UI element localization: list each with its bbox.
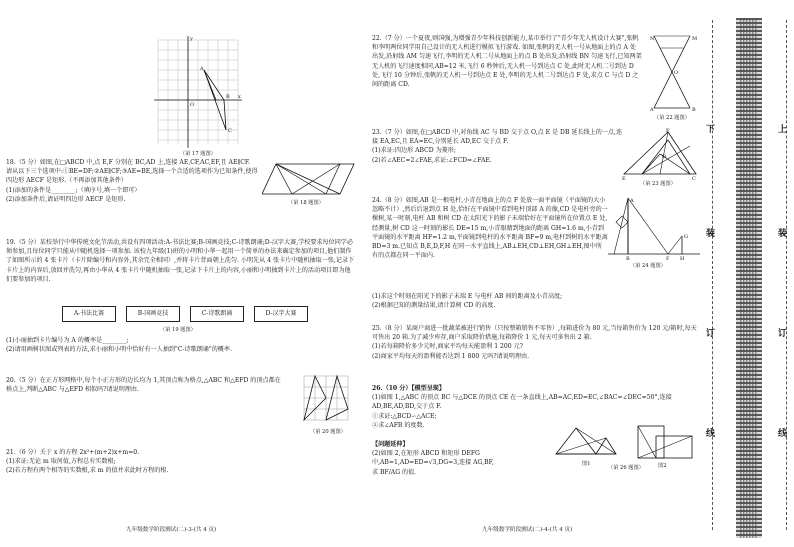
- binding-char-outer-1: 上: [778, 125, 788, 135]
- q19-card-c: C-诗歌朗诵: [190, 306, 244, 322]
- q21-part1: (1)求证:无论 m 取何值,方程总有实数根;: [6, 458, 116, 466]
- q21: [6, 448, 356, 476]
- svg-text:O: O: [674, 70, 679, 76]
- binding-stripe-overlay: [740, 18, 758, 538]
- q26-part1b: ②求∠AFB 的度数.: [372, 421, 425, 429]
- svg-text:C: C: [228, 128, 232, 134]
- q26-figure-1: [552, 424, 622, 458]
- binding-char-inner-3: 订: [706, 329, 716, 339]
- q26-part3: 求 BF/AG 的值.: [372, 468, 417, 476]
- q26-heading2: 【问题延伸】: [372, 441, 409, 448]
- q26-caption: （第 26 题图）: [608, 465, 644, 471]
- q26-figure-2: [634, 422, 696, 462]
- q26-part2: (2)如图 2,在矩形 ABCD 和矩形 DEFG 中,AB=1,AD=ED=√3,DG=3,连接 AG,BF,: [372, 450, 494, 467]
- binding-char-outer-3: 订: [778, 329, 788, 339]
- svg-text:A: A: [650, 107, 654, 112]
- q19-card-a: A-书法比赛: [62, 306, 116, 322]
- q17-caption: （第 17 题图）: [180, 151, 216, 157]
- q23-stem: 23.（7 分）如图,在□ABCD 中,对角线 AC 与 BD 交于点 O,点 E 是 DB 延长线上的一点,连接 EA,EC,且 EA=EC,分别延长 AD,EC 交于点 F.: [372, 129, 623, 146]
- q23-part2: (2)若∠AEC=2∠FAE,求证:∠FCD=∠FAE.: [372, 156, 492, 164]
- svg-text:F: F: [666, 128, 670, 134]
- q20: [6, 376, 282, 394]
- q25: [372, 324, 698, 361]
- q18: [6, 158, 258, 204]
- binding-char-inner-2: 装: [706, 229, 716, 239]
- svg-text:A: A: [630, 198, 634, 204]
- svg-text:x: x: [238, 94, 241, 100]
- binding-char-outer-4: 线: [778, 429, 788, 439]
- svg-text:C: C: [692, 176, 696, 180]
- q24-part2: (2)根据已知的测量结果,请计算树 CD 的高度.: [372, 302, 496, 310]
- q19-card-b: B-国画竞技: [126, 306, 180, 322]
- svg-text:O: O: [662, 154, 667, 160]
- q21-stem: 21.（6 分）关于 x 的方程 2x²+(m+2)x+m=0.: [6, 449, 140, 456]
- q24-caption: （第 24 题图）: [630, 263, 666, 269]
- svg-text:B: B: [626, 256, 630, 260]
- q26-fig1-label: 图1: [582, 461, 591, 467]
- q20-caption: （第 20 题图）: [310, 429, 346, 435]
- q20-stem: 20.（5 分）在正方形网格中,每个小正方形的边长均为 1,其顶点称为格点,△ABC 和△EFD 的顶点都在格点上,判断△ABC 与△EFD 相似吗?请说明理由.: [6, 377, 281, 394]
- svg-text:F: F: [666, 256, 670, 260]
- binding-dash-right: [786, 20, 787, 530]
- svg-text:N: N: [650, 36, 655, 42]
- q23-caption: （第 23 题图）: [640, 181, 676, 187]
- q25-stem: 25.（8 分）某商户商进一批蔬菜被进行销售（只按整箱销售不零售）,每箱进价为 80 元,当每箱售价为 120 元/箱时,每天可售出 20 箱.为了减少库存,商户采取降价措施,每箱降价 1 元,每天可多售出 2 箱.: [372, 325, 697, 342]
- q25-part2: (2)商家平均每天的盈利能否达到 1 800 元吗?请说明理由.: [372, 352, 530, 360]
- svg-text:B: B: [226, 94, 230, 100]
- binding-margin: [704, 0, 794, 547]
- q19-parts: [6, 336, 356, 354]
- q22-stem: 22.（7 分）一个夏夜,则国强,为增强青少年科技创新能力,某市举行了"青少年无人机设计大赛",张帆和李明两位同学用自己设计的无人机进行模拟飞行游戏. 如图,张帆的无人机一号从地面上的点 A 处出发,沿射线 AM 匀速飞行,李明的无人机二号从地面上的点 B 处出发,沿射线 BN 匀速飞行,已知两架无人机的飞行速度相同,AB=12 米,飞行 6 秒钟后,无人机一号到达点 C 处,此时无人机二号到达 D 处,飞行 10 分钟后,张帆的无人机一号到达点 E 处,李明的无人机二号到达点 F 处,求点 C 与点 D 之间的距离 CD.: [372, 35, 642, 89]
- binding-char-inner-1: 下: [706, 125, 716, 135]
- q19-part1: (1)小丽抽到卡片编号为 A 的概率是________;: [6, 337, 129, 344]
- q22-drone-figure: [650, 32, 698, 112]
- q18-part2: (2)添加条件后,请证明四边形 AECF 是矩形.: [6, 195, 126, 203]
- q19: [6, 238, 356, 284]
- q17-coordinate-grid: [154, 32, 242, 152]
- binding-char-outer-2: 装: [778, 229, 788, 239]
- q22: [372, 34, 642, 89]
- binding-char-inner-4: 线: [706, 429, 716, 439]
- svg-text:H: H: [680, 256, 685, 260]
- q24: [372, 196, 608, 260]
- q24-stem: 24.（8 分）如图,AB 是一根电杆,小青在地面上的点 F 处放一面平面镜（平面镜的大小忽略不计）,然后后退到点 H 处,恰好在平面镜中看到电杆顶部 A 的像,CD 是电杆旁的一棵树,某一时刻,电杆 AB 和树 CD 在太阳光下的影子末端恰好在平面镜所在位置点 E 处,经测量,树 CD 这一时刻的影长 DE=15 m,小青眼睛到地面的距离 GH=1.6 m,小青到平面镜的水平距离 HF=1.2 m,平面镜到电杆的水平距离 BF=9 m,电杆到树的水平距离 BD=3 m.已知点 B,E,D,F,H 在同一水平直线上,AB⊥EH,CD⊥EH,GH⊥EH,图中所有的点都在同一平面内.: [372, 197, 608, 260]
- svg-text:O: O: [190, 102, 195, 108]
- left-footer: 九年级数学阶段测试(二)-3-(共 4 页): [126, 527, 217, 533]
- right-column: [372, 0, 700, 547]
- q19-stem: 19.（5 分）某校举行中华传统文化节活动,共设有四项活动:A-书法比赛;B-国画竞技;C-诗歌朗诵;D-汉字大赛,学校要求每位同学必须参加,且每位同学只能从中随机选择一项参加. 该校九年级(1)班的小明和小华一起用一个简单的办法来确定参加的项目,他们制作了如图所示的 4 张卡片（卡片除编号和内容外,其余完全相同）,并将卡片背面朝上洗匀. 小明先从 4 张卡片中随机抽取一张,记录下卡片上的内容后,放回并洗匀,再由小华从 4 张卡片中随机抽取一张,记录下卡片上的内容,小丽和小明抽到卡片上的活动项目即为他们要参加的项目.: [6, 239, 355, 283]
- svg-text:y: y: [190, 36, 193, 42]
- q26-fig2-label: 图2: [658, 463, 667, 469]
- q20-grid-figure: [302, 374, 350, 424]
- q24-parts: [372, 292, 698, 310]
- q21-part2: (2)若方程有两个相等的实数根,求 m 的值并求此时方程的根.: [6, 467, 169, 475]
- q18-caption: （第 18 题图）: [288, 200, 324, 206]
- svg-text:A: A: [200, 66, 204, 72]
- q23-part1: (1)求证:四边形 ABCD 为菱形;: [372, 147, 456, 155]
- q19-part2: (2)请用画树状图或列表的方法,求小丽和小明中恰好有一人抽到"C-诗歌朗诵"的概率.: [6, 346, 232, 354]
- q25-part1: (1)若每箱降价多少元时,商家平均每天能盈利 1 200 元?: [372, 343, 523, 351]
- q19-card-d: D-汉字大赛: [254, 306, 308, 322]
- q23-rhombus-figure: [622, 128, 698, 180]
- left-column: [6, 0, 362, 547]
- q22-caption: （第 22 题图）: [654, 115, 690, 121]
- q24-part1: (1)求这个时刻在阳光下的影子末端 E 与电杆 AB 间的距离及小青高度;: [372, 293, 563, 300]
- q24-pole-figure: [608, 196, 700, 260]
- q26-stem: 26.（10 分）【模型呈现】: [372, 385, 445, 392]
- q26-cont: [372, 440, 552, 477]
- svg-text:M: M: [692, 36, 698, 42]
- binding-dash-left: [712, 20, 713, 530]
- right-footer: 九年级数学阶段测试(二)-4-(共 4 页): [482, 527, 573, 533]
- svg-text:B: B: [692, 107, 696, 112]
- q18-parallelogram-figure: [262, 160, 358, 198]
- svg-text:E: E: [622, 176, 626, 180]
- svg-text:G: G: [684, 234, 688, 240]
- q18-part1: (1)添加的条件是________;（填序号,填一个即可）: [6, 186, 141, 194]
- q19-caption: （第 19 题图）: [160, 327, 196, 333]
- q23: [372, 128, 628, 165]
- q26-part1: (1)如图 1,△ABC 的顶点 BC 与△DCE 的顶点 CE 在一条直线上,AB=AC,ED=EC,∠BAC=∠DEC=50°,连接 AD,BE,AD,BD,交于点 F.: [372, 394, 672, 411]
- q26-part1a: ①求证:△BCD∽△ACE;: [372, 412, 437, 420]
- q18-stem: 18.（5 分）如图,在□ABCD 中,点 E,F 分别在 BC,AD 上,连接 AE,CF,AC,EF,且 AE∥CF. 请从以下三个选项中:①BE=DF;②AE∥CF;③AE=BE,选择一个合适的选项作为已知条件,使得四边形 AECF 是矩形.（不再添加其他条件）: [6, 159, 258, 185]
